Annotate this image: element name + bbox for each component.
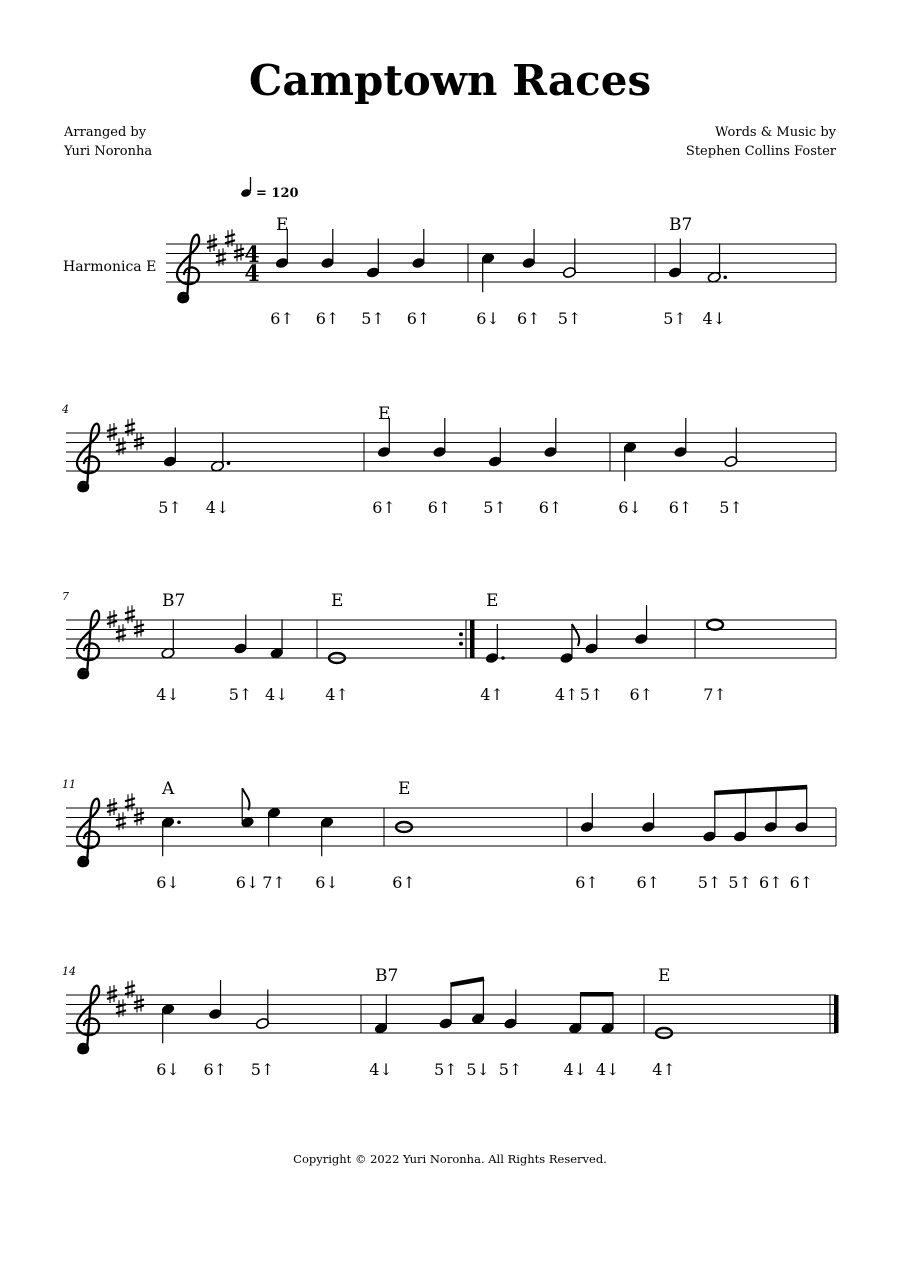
harmonica-tab: 5↑ [728, 873, 752, 892]
repeat-dot [459, 632, 463, 636]
measure [695, 620, 836, 704]
treble-clef-icon-dot [79, 858, 87, 866]
measure [384, 808, 567, 892]
harmonica-tab: 4↓ [702, 309, 727, 328]
sharp-stroke [134, 631, 144, 634]
harmonica-tab: 6↑ [636, 873, 661, 892]
staff-system [62, 965, 839, 1079]
note [641, 793, 655, 833]
harmonica-tab: 6↓ [156, 873, 180, 892]
sharp-stroke [225, 234, 235, 237]
tempo-value: = 120 [256, 186, 299, 201]
note [668, 239, 682, 279]
note [543, 418, 557, 458]
time-signature-top: 4 [244, 242, 260, 268]
harmonica-tab: 6↓ [315, 873, 339, 892]
measure [644, 995, 839, 1079]
harmonica-tab: 4↑ [325, 685, 349, 704]
harmonica-tab: 7↑ [262, 873, 286, 892]
key-signature [107, 418, 144, 455]
harmonica-tab: 6↑ [629, 685, 654, 704]
chord-symbol: A [162, 779, 175, 799]
chord-symbol: E [658, 966, 671, 986]
sharp-stroke [107, 803, 117, 806]
sharp-stroke [116, 823, 126, 826]
harmonica-tab: 6↑ [538, 498, 563, 517]
dot [501, 656, 505, 660]
note [320, 229, 334, 269]
note [275, 229, 289, 269]
composer-label: Words & Music by [715, 125, 836, 140]
staff-system [166, 215, 836, 328]
chord-symbol: B7 [375, 966, 399, 986]
sharp-stroke [107, 615, 117, 618]
sharp-stroke [125, 423, 135, 426]
treble-clef-icon-dot [79, 670, 87, 678]
harmonica-tab: 6↑ [575, 873, 599, 892]
harmonica-tab: 5↑ [228, 685, 253, 704]
harmonica-tab: 6↑ [270, 309, 294, 328]
harmonica-tab: 5↑ [483, 498, 507, 517]
sharp-stroke [134, 813, 144, 816]
measure [361, 979, 644, 1079]
harmonica-tab: 6↑ [372, 498, 396, 517]
copyright-notice: Copyright © 2022 Yuri Noronha. All Rights Reserved. [293, 1152, 607, 1166]
treble-clef-icon [77, 986, 99, 1053]
sharp-stroke [116, 448, 126, 451]
note [580, 793, 594, 833]
sharp-stroke [134, 1006, 144, 1009]
sharp-stroke [107, 434, 117, 437]
note [488, 428, 502, 468]
note [471, 979, 485, 1025]
harmonica-tab: 6↓ [618, 498, 642, 517]
sharp-stroke [107, 428, 117, 431]
harmonica-tab: 5↑ [250, 1060, 275, 1079]
note [503, 990, 517, 1030]
harmonica-tab: 5↓ [466, 1060, 490, 1079]
sharp-stroke [125, 610, 135, 613]
sharp-stroke [134, 1000, 144, 1003]
staff-system [61, 403, 836, 517]
treble-clef-icon-dot [179, 294, 187, 302]
treble-clef-icon-dot [79, 483, 87, 491]
note [366, 239, 380, 279]
measure-number: 11 [62, 778, 76, 791]
time-signature-bottom: 4 [244, 261, 260, 287]
harmonica-tab: 6↓ [156, 1060, 180, 1079]
harmonica-tab: 6↑ [516, 309, 541, 328]
staff-system [62, 590, 836, 704]
sharp-stroke [234, 249, 244, 252]
harmonica-tab: 6↑ [203, 1060, 228, 1079]
dot [227, 461, 231, 465]
note [724, 428, 738, 468]
sharp-stroke [116, 635, 126, 638]
harmonica-tab: 6↑ [427, 498, 452, 517]
note [377, 418, 391, 458]
note [707, 620, 723, 630]
note [794, 787, 808, 833]
staff-system [62, 778, 836, 892]
harmonica-tab: 6↑ [789, 873, 814, 892]
note [208, 980, 222, 1020]
measure [156, 615, 317, 705]
key-signature [107, 793, 144, 830]
measure [317, 620, 475, 704]
note [432, 418, 446, 458]
flag [242, 788, 249, 810]
tempo-marking [240, 177, 298, 201]
harmonica-tab: 5↑ [557, 309, 582, 328]
beam [450, 979, 484, 985]
song-title: Camptown Races [248, 56, 652, 105]
repeat-dot [459, 642, 463, 646]
harmonica-tab: 5↑ [719, 498, 743, 517]
harmonica-tab: 4↑ [554, 685, 579, 704]
note [673, 418, 687, 458]
note [233, 615, 247, 655]
sharp-stroke [216, 259, 226, 262]
arranger-name: Yuri Noronha [64, 144, 153, 159]
music-score [61, 215, 839, 1079]
chord-symbol: E [331, 591, 344, 611]
note [562, 239, 576, 279]
measure [567, 787, 836, 892]
arranger-label: Arranged by [64, 125, 147, 140]
note [584, 615, 598, 655]
time-signature [244, 242, 259, 287]
sharp-stroke [134, 625, 144, 628]
note [485, 624, 505, 664]
sharp-stroke [107, 621, 117, 624]
chord-symbol: E [276, 215, 289, 235]
harmonica-tab: 5↑ [498, 1060, 523, 1079]
final-bar-line [834, 995, 839, 1033]
dot [177, 820, 181, 824]
note [733, 791, 747, 843]
note [439, 985, 453, 1030]
sharp-stroke [225, 240, 235, 243]
harmonica-tab: 6↑ [406, 309, 431, 328]
sharp-stroke [125, 804, 135, 807]
harmonica-tab: 5↑ [433, 1060, 458, 1079]
note [163, 428, 177, 468]
harmonica-tab: 5↑ [361, 309, 385, 328]
sharp-stroke [107, 996, 117, 999]
sharp-stroke [116, 1010, 126, 1013]
harmonica-tab: 7↑ [703, 685, 727, 704]
harmonica-tab: 4↓ [563, 1060, 588, 1079]
beam [714, 787, 807, 793]
sharp-stroke [207, 245, 217, 248]
instrument-name: Harmonica E [63, 259, 157, 275]
harmonica-tab: 4↓ [595, 1060, 620, 1079]
harmonica-tab: 6↓ [476, 309, 500, 328]
thick-bar-line [470, 620, 475, 658]
measure-number: 4 [62, 403, 69, 416]
sharp-stroke [107, 990, 117, 993]
key-signature [207, 229, 244, 266]
harmonica-tab: 5↑ [663, 309, 687, 328]
harmonica-tab: 6↑ [668, 498, 693, 517]
harmonica-tab: 4↑ [652, 1060, 676, 1079]
measure [655, 239, 836, 329]
note [522, 229, 536, 269]
treble-clef-icon [177, 235, 199, 302]
chord-symbol: E [398, 779, 411, 799]
harmonica-tab: 4↓ [156, 685, 180, 704]
harmonica-tab: 4↓ [264, 685, 289, 704]
treble-clef-icon [77, 424, 99, 491]
chord-symbol: B7 [162, 591, 186, 611]
chord-symbol: E [486, 591, 499, 611]
note [411, 229, 425, 269]
key-signature [107, 980, 144, 1017]
sharp-stroke [234, 255, 244, 258]
sharp-stroke [125, 991, 135, 994]
harmonica-tab: 4↓ [369, 1060, 393, 1079]
treble-clef-icon-dot [79, 1045, 87, 1053]
sharp-stroke [134, 444, 144, 447]
harmonica-tab: 6↑ [392, 873, 416, 892]
treble-clef-icon [77, 799, 99, 866]
chord-symbol: E [378, 404, 391, 424]
harmonica-tab: 6↑ [758, 873, 783, 892]
flag [572, 624, 579, 646]
note [764, 789, 778, 833]
sharp-stroke [207, 239, 217, 242]
harmonica-tab: 6↓ [235, 873, 260, 892]
measure [158, 428, 364, 518]
sharp-stroke [134, 819, 144, 822]
harmonica-tab: 6↑ [315, 309, 340, 328]
sharp-stroke [125, 616, 135, 619]
dot [723, 275, 727, 279]
harmonica-tab: 4↓ [205, 498, 230, 517]
whole-note-head [707, 620, 723, 630]
measure-number: 7 [62, 590, 69, 603]
measure [156, 788, 384, 892]
composer-name: Stephen Collins Foster [685, 144, 836, 159]
sharp-stroke [107, 809, 117, 812]
measure-number: 14 [62, 965, 76, 978]
harmonica-tab: 5↑ [579, 685, 604, 704]
sharp-stroke [125, 798, 135, 801]
harmonica-tab: 5↑ [158, 498, 182, 517]
sharp-stroke [125, 429, 135, 432]
chord-symbol: B7 [669, 215, 693, 235]
harmonica-tab: 4↑ [480, 685, 504, 704]
sharp-stroke [134, 438, 144, 441]
key-signature [107, 605, 144, 642]
harmonica-tab: 5↑ [697, 873, 722, 892]
note [255, 990, 269, 1030]
treble-clef-icon [77, 611, 99, 678]
note [634, 605, 648, 645]
sharp-stroke [125, 985, 135, 988]
